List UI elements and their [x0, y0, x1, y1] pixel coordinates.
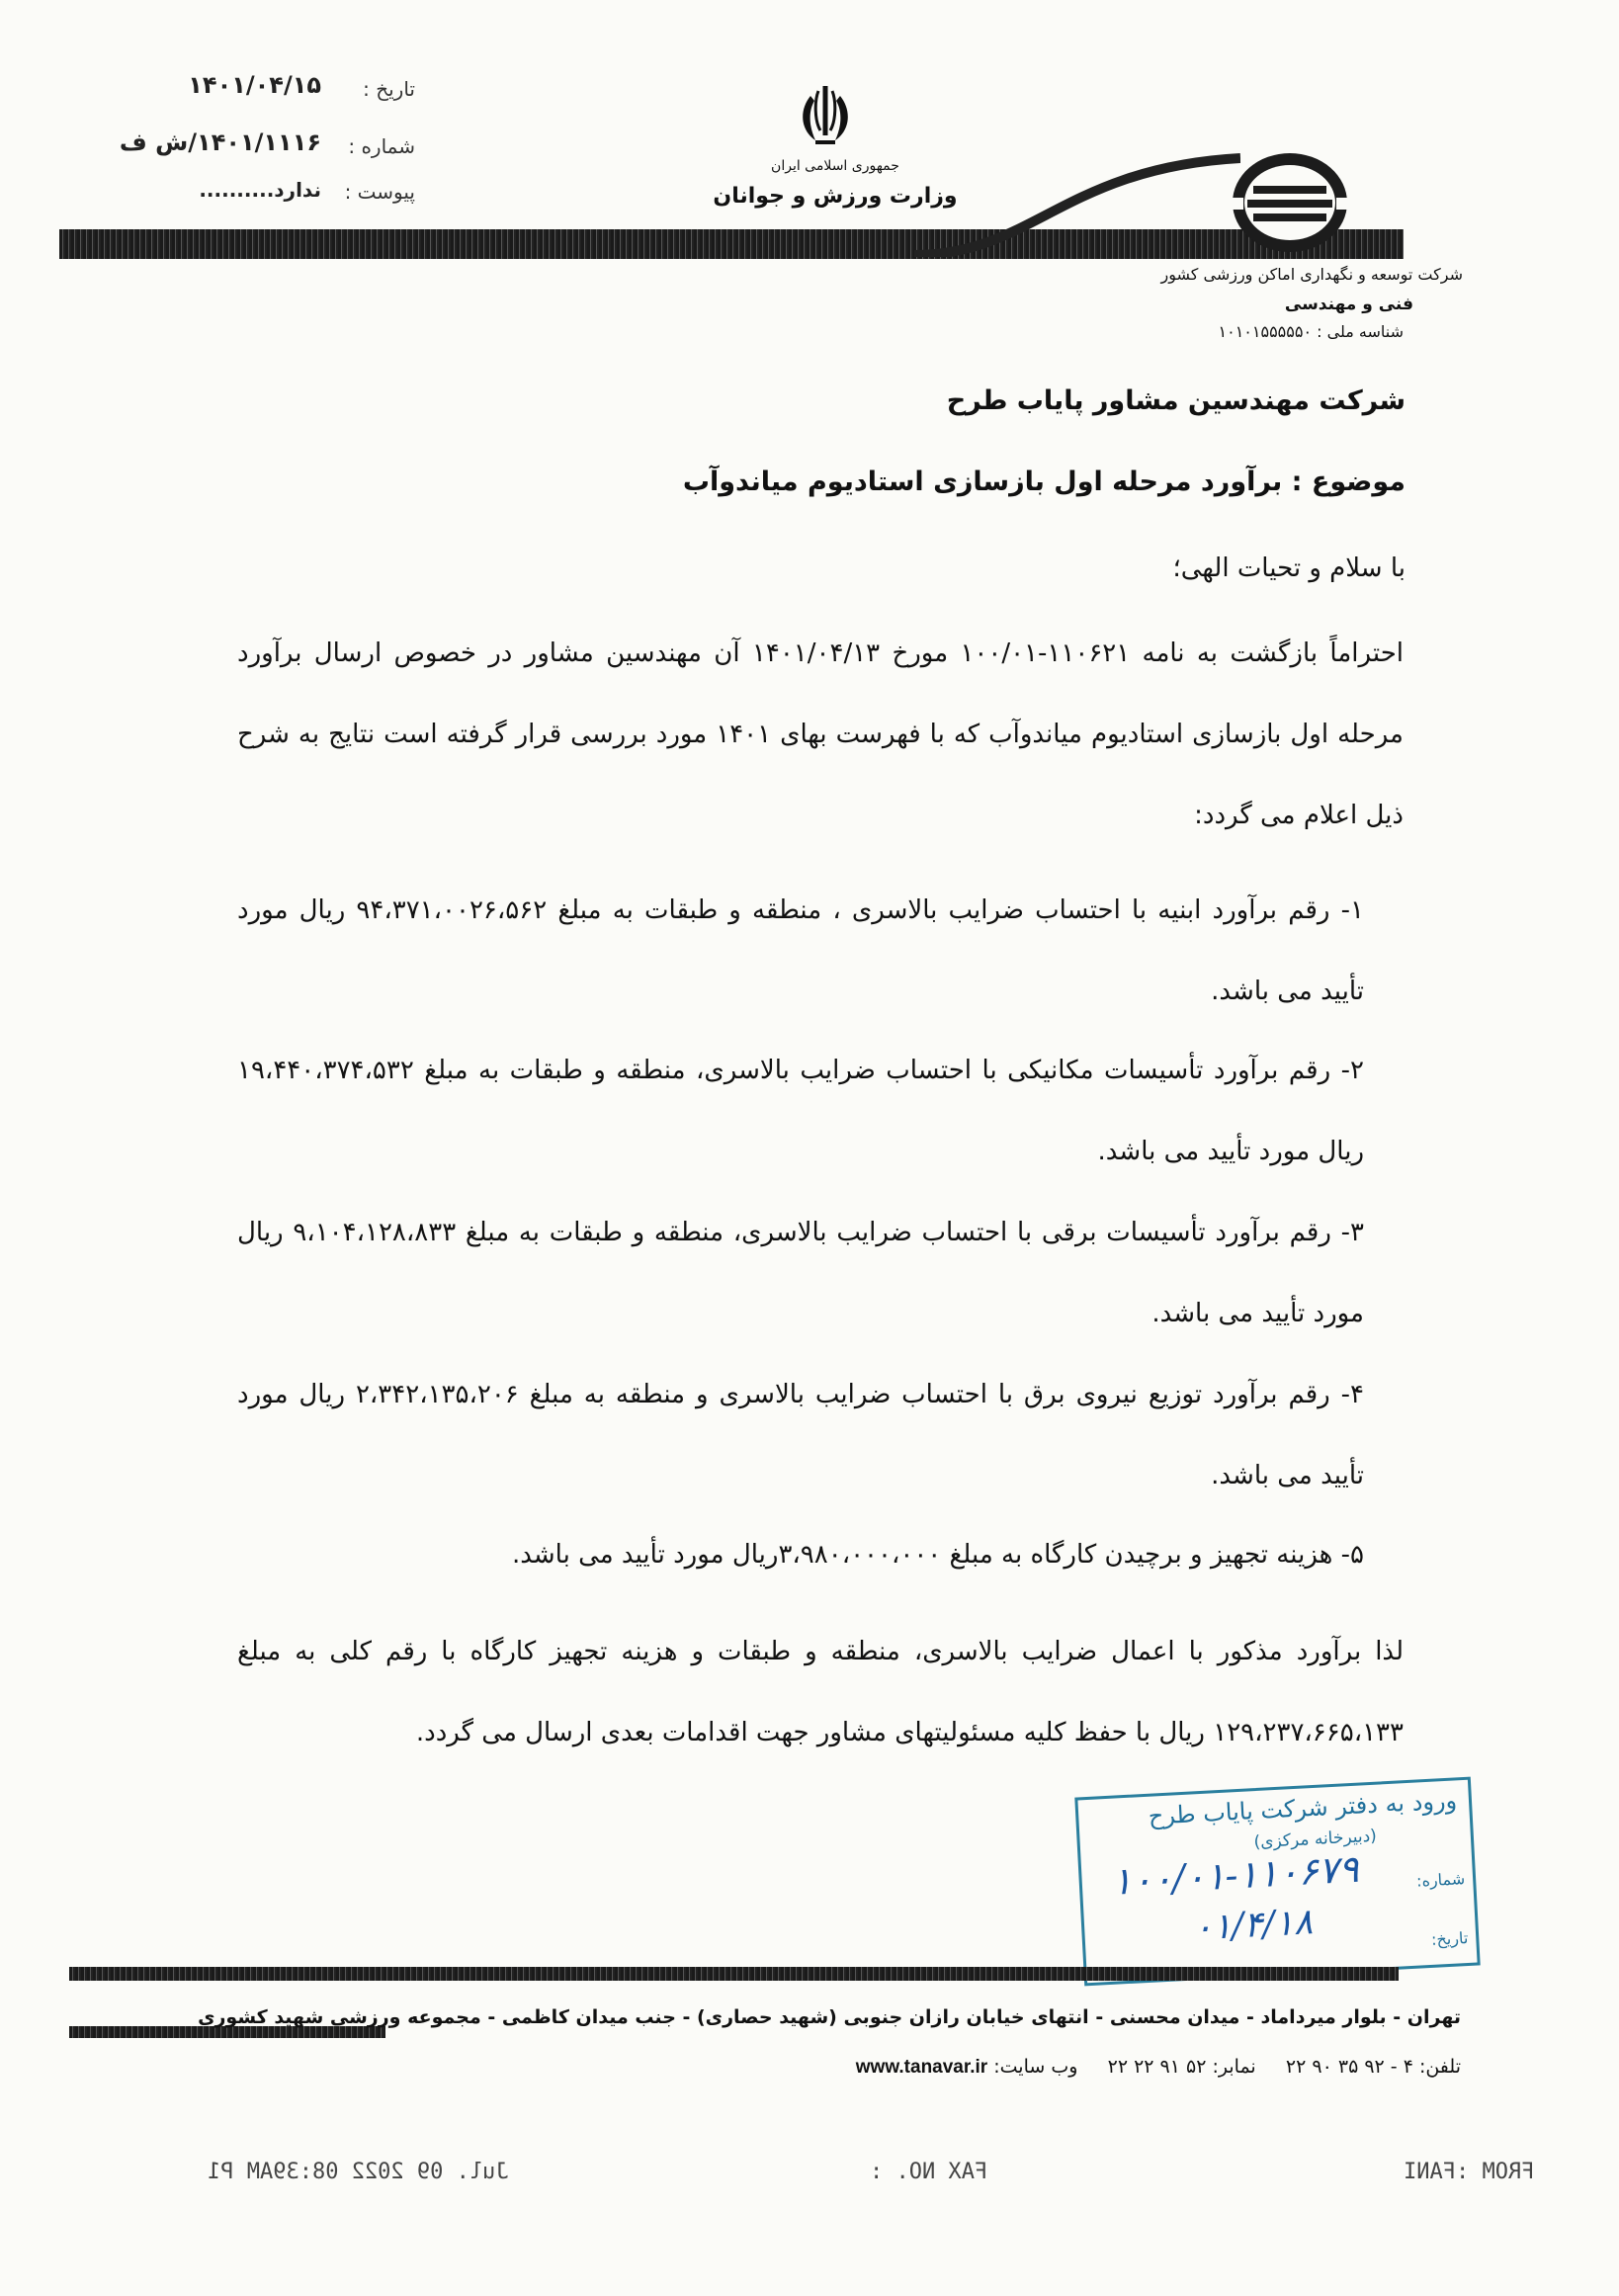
number-label: شماره : — [348, 134, 415, 158]
estimate-item: ۲- رقم برآورد تأسیسات مکانیکی با احتساب ضرایب بالاسری، منطقه و طبقات به مبلغ ۱۹،۴۴۰،۳۷۴،۵۳۲ ریال مورد تأیید می باشد. — [237, 1056, 1364, 1166]
estimate-item: ۵- هزینه تجهیز و برچیدن کارگاه به مبلغ ۳،۹۸۰،۰۰۰،۰۰۰ریال مورد تأیید می باشد. — [511, 1540, 1364, 1570]
attachment-label: پیوست : — [344, 180, 415, 204]
estimate-item: ۱- رقم برآورد ابنیه با احتساب ضرایب بالاسری ، منطقه و طبقات به مبلغ ۹۴،۳۷۱،۰۰۲۶،۵۶۲ ریال مورد تأیید می باشد. — [237, 895, 1364, 1006]
footer-contact — [856, 2056, 1461, 2079]
footer-website-label: وب سایت: — [993, 2056, 1078, 2078]
estimate-item: ۴- رقم برآورد توزیع نیروی برق با احتساب ضرایب بالاسری و منطقه به مبلغ ۲،۳۴۲،۱۳۵،۲۰۶ ریال مورد تأیید می باشد. — [237, 1380, 1364, 1490]
number-row — [109, 128, 415, 168]
date-value: ۱۴۰۱/۰۴/۱۵ — [188, 71, 321, 99]
fax-number: FAX NO. : — [870, 2160, 988, 2184]
footer-address: تهران - بلوار میرداماد - میدان محسنی - انتهای خیابان رازان جنوبی (شهید حصاری) - جنب میدان کاظمی - مجموعه ورزشی شهید کشوری — [198, 2006, 1461, 2028]
footer-bar — [69, 1967, 1399, 1981]
recipient: شرکت مهندسین مشاور پایاب طرح — [946, 385, 1406, 416]
stamp-date: ۰۱/۴/۱۸ — [1192, 1902, 1315, 1949]
footer-fax: نمابر: ۵۲ ۹۱ ۲۲ ۲۲ — [1107, 2056, 1256, 2078]
national-id: شناسه ملی : ۱۰۱۰۱۵۵۵۵۵۰ — [1218, 322, 1404, 341]
header-curve — [914, 148, 1240, 257]
fax-from: FROM :FANI — [1404, 2160, 1535, 2184]
conclusion-paragraph: لذا برآورد مذکور با اعمال ضرایب بالاسری، منطقه و طبقات و هزینه تجهیز کارگاه با رقم کلی به مبلغ ۱۲۹،۲۳۷،۶۶۵،۱۳۳ ریال با حفظ کلیه مسئولیتهای مشاور جهت اقدامات بعدی ارسال می گردد. — [237, 1637, 1404, 1747]
footer-website[interactable]: www.tanavar.ir — [855, 2057, 988, 2078]
iran-emblem-icon — [791, 81, 860, 155]
received-stamp — [1074, 1777, 1480, 1987]
estimate-item: ۳- رقم برآورد تأسیسات برقی با احتساب ضرایب بالاسری، منطقه و طبقات به مبلغ ۹،۱۰۴،۱۲۸،۸۳۳ ریال مورد تأیید می باشد. — [237, 1218, 1364, 1328]
emblem-caption: جمهوری اسلامی ایران — [771, 158, 899, 174]
ministry-name: وزارت ورزش و جوانان — [713, 184, 958, 209]
footer-phone: تلفن: ۴ - ۹۲ ۳۵ ۹۰ ۲۲ — [1285, 2056, 1461, 2078]
greeting: با سلام و تحیات الهی؛ — [1172, 553, 1406, 583]
subject: موضوع : برآورد مرحله اول بازسازی استادیوم میاندوآب — [682, 467, 1406, 497]
company-name: شرکت توسعه و نگهداری اماکن ورزشی کشور — [1160, 265, 1463, 284]
fax-timestamp: Jul. 09 2022 08:39AM P1 — [208, 2160, 509, 2184]
attachment-row — [109, 180, 415, 213]
intro-paragraph: احتراماً بازگشت به نامه ۱۱۰۶۲۱-۱۰۰/۰۱ مورخ ۱۴۰۱/۰۴/۱۳ آن مهندسین مشاور در خصوص ارسال برآورد مرحله اول بازسازی استادیوم میاندوآب که با فهرست بهای ۱۴۰۱ مورد بررسی قرار گرفته است نتایج به شرح ذیل اعلام می گردد: — [237, 638, 1404, 830]
stamp-number: ۱۰۰/۰۱-۱۱۰۶۷۹ — [1110, 1846, 1360, 1904]
stamp-title: ورود به دفتر شرکت پایاب طرح — [1148, 1786, 1458, 1830]
company-department: فنی و مهندسی — [1284, 295, 1413, 314]
date-row — [109, 71, 415, 111]
stamp-subtitle: (دبیرخانه مرکزی) — [1253, 1826, 1378, 1853]
date-label: تاریخ : — [363, 77, 415, 101]
number-value: ۱۴۰۱/۱۱۱۶/ش ف — [119, 128, 321, 156]
company-logo-icon — [1226, 148, 1354, 262]
stamp-number-label: شماره: — [1415, 1869, 1466, 1891]
stamp-date-label: تاریخ: — [1430, 1928, 1469, 1949]
attachment-value: ندارد.......... — [199, 178, 321, 202]
